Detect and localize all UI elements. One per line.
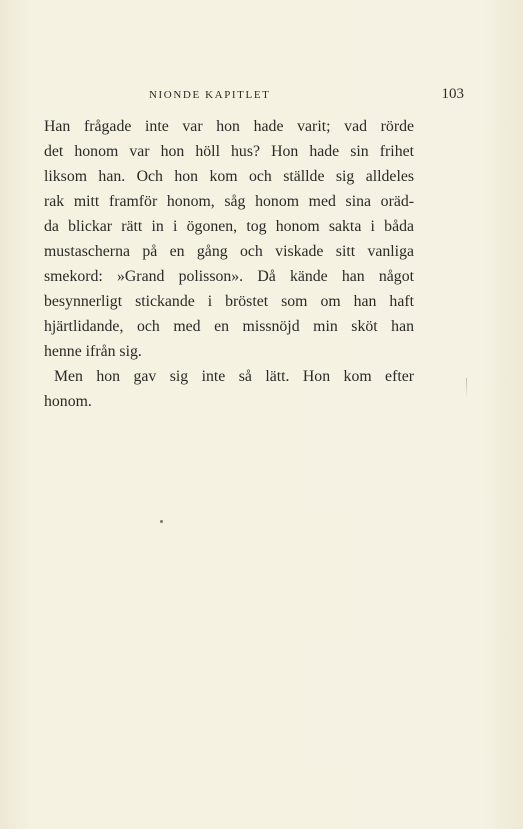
page-header bbox=[44, 87, 464, 109]
text-line: Han frågade inte var hon hade varit; vad rörde bbox=[44, 118, 414, 135]
text-line: Men hon gav sig inte så lätt. Hon kom efter bbox=[54, 368, 414, 385]
text-line: besynnerligt stickande i bröstet som om han haft bbox=[44, 293, 414, 310]
text-line: henne ifrån sig. bbox=[44, 343, 142, 360]
text-line: hjärtlidande, och med en missnöjd min sköt han bbox=[44, 318, 414, 335]
text-line: det honom var hon höll hus? Hon hade sin frihet bbox=[44, 143, 414, 160]
text-line: rak mitt framför honom, såg honom med sina oräd- bbox=[44, 193, 414, 210]
text-line: smekord: »Grand polisson». Då kände han något bbox=[44, 268, 414, 285]
text-line: da blickar rätt in i ögonen, tog honom sakta i båda bbox=[44, 218, 414, 235]
body-text bbox=[44, 114, 414, 414]
text-line: honom. bbox=[44, 393, 92, 410]
text-line: mustascherna på en gång och viskade sitt vanliga bbox=[44, 243, 414, 260]
running-head: NIONDE KAPITLET bbox=[149, 89, 271, 101]
text-line: liksom han. Och hon kom och ställde sig alldeles bbox=[44, 168, 414, 185]
paper-speck bbox=[160, 520, 163, 523]
paper-mark bbox=[466, 378, 467, 398]
page-number: 103 bbox=[441, 86, 464, 102]
